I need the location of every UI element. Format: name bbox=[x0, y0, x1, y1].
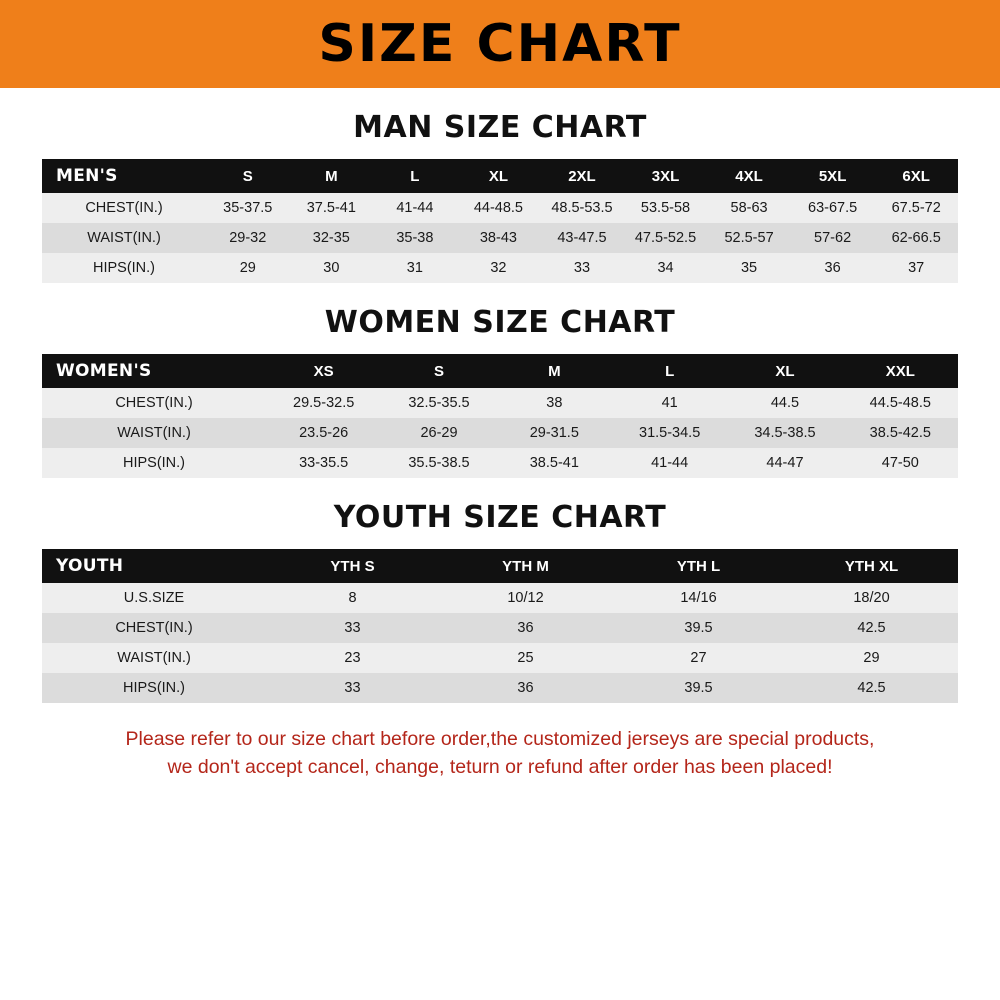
men-row-label: HIPS(IN.) bbox=[42, 253, 206, 283]
table-row bbox=[42, 253, 958, 283]
men-cell-value: 48.5-53.5 bbox=[540, 193, 624, 223]
women-cell-value: 33-35.5 bbox=[266, 448, 381, 478]
men-cell-value: 53.5-58 bbox=[624, 193, 708, 223]
men-cell-value: 32 bbox=[457, 253, 541, 283]
youth-cell-value: 39.5 bbox=[612, 673, 785, 703]
youth-cell-value: 36 bbox=[439, 613, 612, 643]
youth-cell-value: 42.5 bbox=[785, 613, 958, 643]
men-column-header: 4XL bbox=[707, 159, 791, 193]
men-column-header: 6XL bbox=[874, 159, 958, 193]
women-cell-value: 23.5-26 bbox=[266, 418, 381, 448]
men-column-header: S bbox=[206, 159, 290, 193]
men-cell-value: 58-63 bbox=[707, 193, 791, 223]
women-section-title: WOMEN SIZE CHART bbox=[324, 305, 676, 340]
women-cell-value: 38.5-41 bbox=[497, 448, 612, 478]
footer-note bbox=[42, 725, 958, 782]
table-row bbox=[42, 583, 958, 613]
men-section bbox=[0, 110, 1000, 283]
footer-note-line-2: we don't accept cancel, change, teturn or refund after order has been placed! bbox=[167, 756, 833, 779]
youth-cell-value: 25 bbox=[439, 643, 612, 673]
women-column-header: L bbox=[612, 354, 727, 388]
women-table-header-label: WOMEN'S bbox=[42, 354, 266, 388]
youth-row-label: HIPS(IN.) bbox=[42, 673, 266, 703]
men-cell-value: 38-43 bbox=[457, 223, 541, 253]
women-cell-value: 41 bbox=[612, 388, 727, 418]
youth-cell-value: 36 bbox=[439, 673, 612, 703]
men-column-header: XL bbox=[457, 159, 541, 193]
women-column-header: S bbox=[381, 354, 496, 388]
youth-column-header: YTH L bbox=[612, 549, 785, 583]
table-row bbox=[42, 388, 958, 418]
youth-cell-value: 27 bbox=[612, 643, 785, 673]
footer-note-line-1: Please refer to our size chart before order,the customized jerseys are special products, bbox=[125, 728, 875, 750]
women-cell-value: 47-50 bbox=[843, 448, 958, 478]
youth-row-label: CHEST(IN.) bbox=[42, 613, 266, 643]
youth-size-table bbox=[42, 549, 958, 703]
women-cell-value: 41-44 bbox=[612, 448, 727, 478]
table-row bbox=[42, 448, 958, 478]
men-column-header: M bbox=[290, 159, 374, 193]
women-cell-value: 44-47 bbox=[727, 448, 842, 478]
men-cell-value: 37 bbox=[874, 253, 958, 283]
women-column-header: XXL bbox=[843, 354, 958, 388]
youth-section bbox=[0, 500, 1000, 703]
men-table-body bbox=[42, 193, 958, 283]
women-cell-value: 44.5 bbox=[727, 388, 842, 418]
women-table-body bbox=[42, 388, 958, 478]
men-row-label: CHEST(IN.) bbox=[42, 193, 206, 223]
youth-cell-value: 42.5 bbox=[785, 673, 958, 703]
women-row-label: HIPS(IN.) bbox=[42, 448, 266, 478]
women-cell-value: 29.5-32.5 bbox=[266, 388, 381, 418]
men-row-label: WAIST(IN.) bbox=[42, 223, 206, 253]
women-column-header: M bbox=[497, 354, 612, 388]
table-row bbox=[42, 418, 958, 448]
women-cell-value: 34.5-38.5 bbox=[727, 418, 842, 448]
youth-cell-value: 33 bbox=[266, 613, 439, 643]
page-title: SIZE CHART bbox=[318, 14, 682, 74]
youth-cell-value: 18/20 bbox=[785, 583, 958, 613]
men-cell-value: 35-37.5 bbox=[206, 193, 290, 223]
youth-table-head bbox=[42, 549, 958, 583]
women-size-table bbox=[42, 354, 958, 478]
women-row-label: CHEST(IN.) bbox=[42, 388, 266, 418]
women-cell-value: 35.5-38.5 bbox=[381, 448, 496, 478]
youth-cell-value: 23 bbox=[266, 643, 439, 673]
youth-cell-value: 33 bbox=[266, 673, 439, 703]
table-row bbox=[42, 223, 958, 253]
youth-cell-value: 14/16 bbox=[612, 583, 785, 613]
men-cell-value: 62-66.5 bbox=[874, 223, 958, 253]
youth-header-row bbox=[42, 549, 958, 583]
men-cell-value: 33 bbox=[540, 253, 624, 283]
youth-column-header: YTH XL bbox=[785, 549, 958, 583]
youth-cell-value: 29 bbox=[785, 643, 958, 673]
men-column-header: 2XL bbox=[540, 159, 624, 193]
men-cell-value: 67.5-72 bbox=[874, 193, 958, 223]
men-header-row bbox=[42, 159, 958, 193]
men-column-header: L bbox=[373, 159, 457, 193]
youth-table-header-label: YOUTH bbox=[42, 549, 266, 583]
men-cell-value: 35-38 bbox=[373, 223, 457, 253]
women-column-header: XL bbox=[727, 354, 842, 388]
men-cell-value: 57-62 bbox=[791, 223, 875, 253]
men-table-head bbox=[42, 159, 958, 193]
youth-column-header: YTH M bbox=[439, 549, 612, 583]
youth-row-label: WAIST(IN.) bbox=[42, 643, 266, 673]
women-cell-value: 38.5-42.5 bbox=[843, 418, 958, 448]
table-row bbox=[42, 613, 958, 643]
men-cell-value: 32-35 bbox=[290, 223, 374, 253]
men-column-header: 5XL bbox=[791, 159, 875, 193]
youth-cell-value: 10/12 bbox=[439, 583, 612, 613]
men-column-header: 3XL bbox=[624, 159, 708, 193]
page-banner bbox=[0, 0, 1000, 88]
table-row bbox=[42, 193, 958, 223]
men-table-header-label: MEN'S bbox=[42, 159, 206, 193]
men-cell-value: 31 bbox=[373, 253, 457, 283]
men-cell-value: 35 bbox=[707, 253, 791, 283]
men-cell-value: 43-47.5 bbox=[540, 223, 624, 253]
youth-cell-value: 8 bbox=[266, 583, 439, 613]
men-cell-value: 52.5-57 bbox=[707, 223, 791, 253]
men-cell-value: 47.5-52.5 bbox=[624, 223, 708, 253]
youth-section-title: YOUTH SIZE CHART bbox=[333, 500, 667, 535]
men-cell-value: 29-32 bbox=[206, 223, 290, 253]
women-table-head bbox=[42, 354, 958, 388]
women-cell-value: 38 bbox=[497, 388, 612, 418]
men-section-title: MAN SIZE CHART bbox=[353, 110, 647, 145]
women-column-header: XS bbox=[266, 354, 381, 388]
men-cell-value: 29 bbox=[206, 253, 290, 283]
women-cell-value: 29-31.5 bbox=[497, 418, 612, 448]
youth-row-label: U.S.SIZE bbox=[42, 583, 266, 613]
women-row-label: WAIST(IN.) bbox=[42, 418, 266, 448]
youth-column-header: YTH S bbox=[266, 549, 439, 583]
men-cell-value: 41-44 bbox=[373, 193, 457, 223]
women-header-row bbox=[42, 354, 958, 388]
men-cell-value: 44-48.5 bbox=[457, 193, 541, 223]
women-cell-value: 44.5-48.5 bbox=[843, 388, 958, 418]
women-cell-value: 31.5-34.5 bbox=[612, 418, 727, 448]
men-size-table bbox=[42, 159, 958, 283]
men-cell-value: 37.5-41 bbox=[290, 193, 374, 223]
men-cell-value: 34 bbox=[624, 253, 708, 283]
men-cell-value: 63-67.5 bbox=[791, 193, 875, 223]
men-cell-value: 36 bbox=[791, 253, 875, 283]
youth-table-body bbox=[42, 583, 958, 703]
table-row bbox=[42, 643, 958, 673]
women-cell-value: 32.5-35.5 bbox=[381, 388, 496, 418]
men-cell-value: 30 bbox=[290, 253, 374, 283]
table-row bbox=[42, 673, 958, 703]
women-cell-value: 26-29 bbox=[381, 418, 496, 448]
youth-cell-value: 39.5 bbox=[612, 613, 785, 643]
women-section bbox=[0, 305, 1000, 478]
